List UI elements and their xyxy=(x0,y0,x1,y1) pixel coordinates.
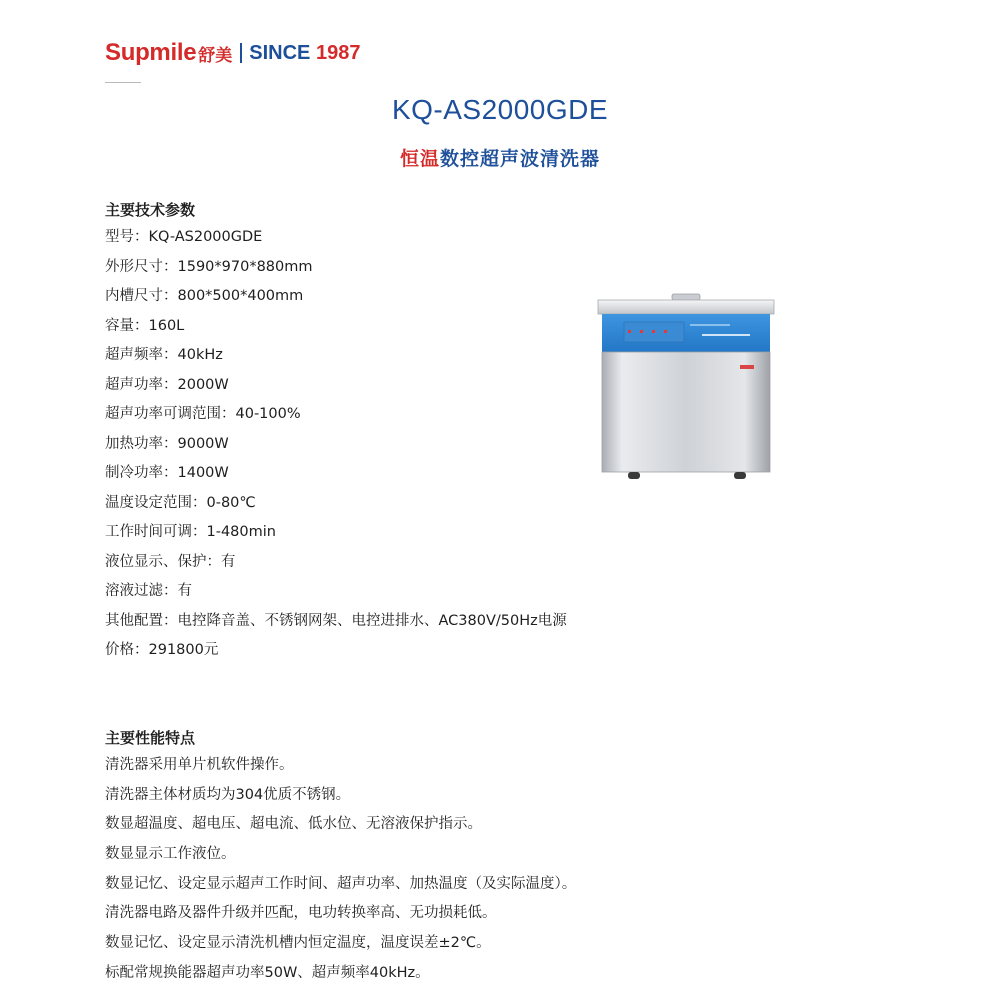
list-item: 液位显示、保护：有 xyxy=(105,553,236,570)
list-item: 溶液过滤：有 xyxy=(105,583,192,599)
list-item: 超声功率可调范围：40-100% xyxy=(105,406,301,422)
features-heading: 主要性能特点 xyxy=(105,729,196,747)
since-year: 1987 xyxy=(315,41,361,64)
list-item: 清洗器采用单片机软件操作。 xyxy=(105,757,294,773)
list-item: 加热功率：9000W xyxy=(105,435,229,452)
list-item: 其他配置：电控降音盖、不锈钢网架、电控进排水、AC380V/50Hz电源 xyxy=(105,612,567,629)
ultrasonic-cleaner-image xyxy=(594,290,778,482)
list-item: 超声频率：40kHz xyxy=(105,347,223,363)
specs-heading: 主要技术参数 xyxy=(105,201,196,219)
list-item: 数显记忆、设定显示清洗机槽内恒定温度，温度误差±2℃。 xyxy=(105,935,491,952)
brand-logo xyxy=(105,38,360,68)
subtitle-rest: 数控超声波清洗器 xyxy=(440,148,601,170)
list-item: 数显显示工作液位。 xyxy=(105,846,236,863)
since-label: SINCE 1987 xyxy=(249,41,361,64)
list-item: 容量：160L xyxy=(105,317,185,334)
specs-list xyxy=(105,223,567,666)
list-item: 清洗器主体材质均为304优质不锈钢。 xyxy=(105,786,351,803)
list-item: 数显记忆、设定显示超声工作时间、超声功率、加热温度（及实际温度）。 xyxy=(105,875,577,892)
brand-name: Supmile xyxy=(105,39,197,66)
subtitle-highlight: 恒温 xyxy=(399,148,440,170)
list-item: 工作时间可调：1-480min xyxy=(105,524,276,540)
list-item: 制冷功率：1400W xyxy=(105,465,229,481)
features-list xyxy=(105,751,576,989)
list-item: 价格：291800元 xyxy=(105,642,219,658)
list-item: 标配常规换能器超声功率50W、超声频率40kHz。 xyxy=(105,964,430,981)
list-item: 外形尺寸：1590*970*880mm xyxy=(105,258,313,275)
brand-name-cn: 舒美 xyxy=(198,45,233,66)
list-item: 型号：KQ-AS2000GDE xyxy=(105,229,263,245)
list-item: 温度设定范围：0-80℃ xyxy=(105,494,256,511)
list-item: 数显超温度、超电压、超电流、低水位、无溶液保护指示。 xyxy=(105,816,482,833)
list-item: 清洗器电路及器件升级并匹配，电功转换率高、无功损耗低。 xyxy=(105,905,497,922)
model-title: KQ-AS2000GDE xyxy=(391,94,609,125)
list-item: 超声功率：2000W xyxy=(105,376,229,393)
header-rule xyxy=(105,82,141,83)
logo-divider xyxy=(240,43,242,63)
product-subtitle xyxy=(0,144,1000,171)
list-item: 内槽尺寸：800*500*400mm xyxy=(105,288,304,304)
